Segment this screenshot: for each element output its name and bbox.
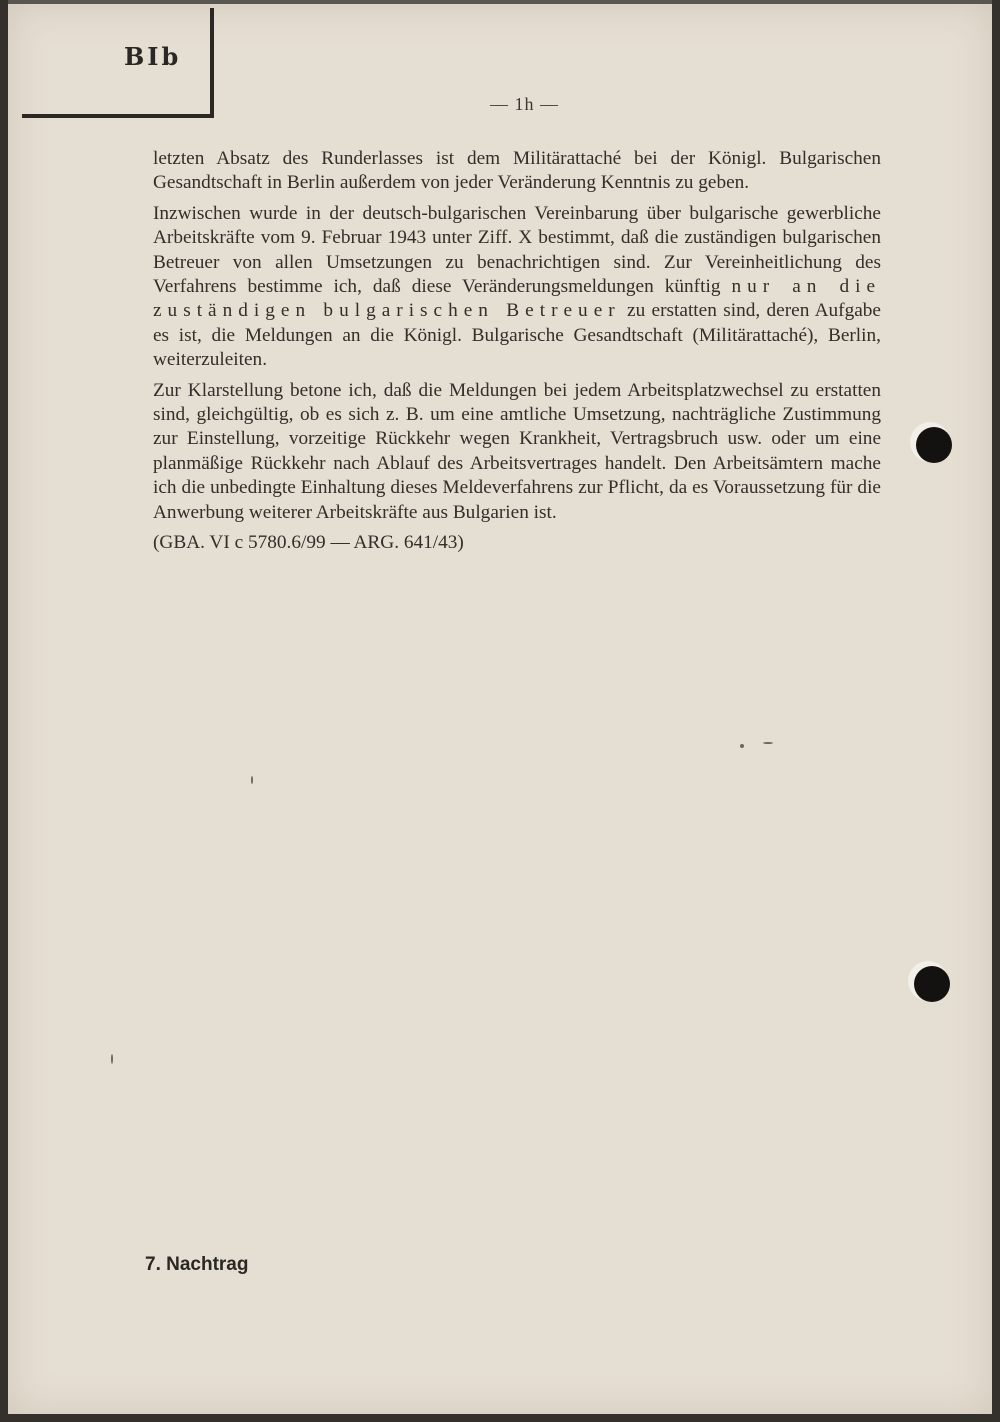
- scan-edge-bottom: [0, 1414, 1000, 1422]
- section-marker-box: [22, 8, 214, 118]
- paper-speck: [740, 744, 744, 748]
- reference-line: (GBA. VI c 5780.6/99 — ARG. 641/43): [153, 532, 464, 554]
- paragraph-2-end: zu erstatten sind, deren Aufgabe es ist, die Meldungen an die Königl. Bulgarische Gesandtschaft (Militärattaché), Berlin, weiterzuleiten.: [153, 300, 881, 371]
- paper-speck: [763, 742, 773, 744]
- punch-hole-bottom: [914, 966, 950, 1002]
- body-text: [153, 147, 881, 562]
- paper-speck: [251, 776, 253, 784]
- paragraph-1: letzten Absatz des Runderlasses ist dem Militärattaché bei der Königl. Bulgarischen Gesandtschaft in Berlin außerdem von jeder Veränderung Kenntnis zu geben.: [153, 148, 881, 194]
- document-page: [8, 4, 992, 1414]
- scan-edge-right: [992, 0, 1000, 1422]
- section-marker-label: BIb: [124, 42, 182, 71]
- paragraph-3: Zur Klarstellung betone ich, daß die Meldungen bei jedem Arbeitsplatzwechsel zu erstatten sind, gleichgültig, ob es sich z. B. um eine amtliche Umsetzung, nachträgliche Zustimmung zur Einstellung, vorzeitige Rückkehr wegen Krankheit, Vertragsbruch usw. oder um eine planmäßige Rückkehr nach Ablauf des Arbeitsvertrages handelt. Den Arbeitsämtern mache ich die unbedingte Einhaltung dieses Meldeverfahrens zur Pflicht, da es Voraussetzung für die Anwerbung weiterer Arbeitskräfte aus Bulgarien ist.: [153, 379, 881, 523]
- punch-hole-top: [916, 427, 952, 463]
- paragraph-2-emphasis: nur an die zuständigen bulgarischen Betreuer: [153, 276, 881, 322]
- paper-speck: [111, 1054, 113, 1064]
- supplement-label: 7. Nachtrag: [145, 1254, 249, 1275]
- page-number: — 1h —: [490, 94, 559, 114]
- paragraph-2: [153, 202, 881, 373]
- scan-edge-left: [0, 0, 8, 1422]
- paragraph-2-start: Inzwischen wurde in der deutsch-bulgarischen Vereinbarung über bulgarische gewerbliche Arbeitskräfte vom 9. Februar 1943 unter Ziff. X bestimmt, daß die zuständigen bulgarischen Betreuer von allen Umsetzungen zu benachrichtigen sind. Zur Vereinheitlichung des Verfahrens bestimme ich, daß diese Veränderungsmeldungen künftig: [153, 202, 881, 298]
